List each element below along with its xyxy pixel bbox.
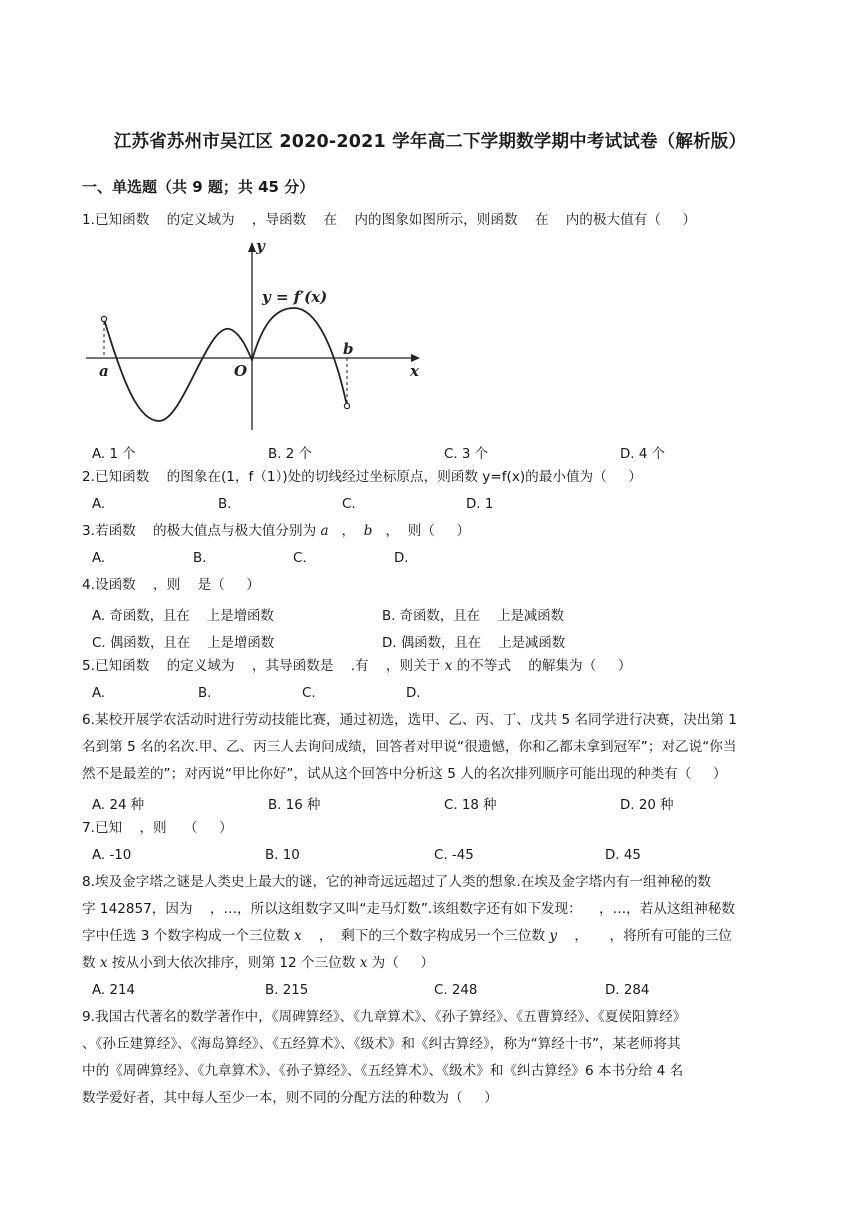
question-9-line-1: 9.我国古代著名的数学著作中，《周碑算经》、《九章算术》、《孙子算经》、《五曹算经》、《夏侯阳算经》 — [82, 1009, 687, 1025]
q5-option-a[interactable]: A. — [92, 686, 106, 701]
question-3-stem: 3.若函数 的极大值点与极大值分别为 a ， b ， 则（ ） — [82, 523, 471, 539]
q4-option-d[interactable]: D. 偶函数，且在 上是减函数 — [382, 636, 566, 651]
q8-option-b[interactable]: B. 215 — [265, 983, 309, 998]
q7-option-b[interactable]: B. 10 — [265, 848, 300, 863]
q2-option-d[interactable]: D. 1 — [466, 497, 494, 512]
question-2-stem: 2.已知函数 的图象在(1，f（1）)处的切线经过坐标原点，则函数 y=f(x)的最小值为（ ） — [82, 469, 642, 485]
section-heading: 一、单选题（共 9 题；共 45 分） — [82, 178, 315, 196]
question-6-line-3: 然不是最差的”；对丙说“甲比你好”，试从这个回答中分析这 5 人的名次排列顺序可能出现的种类有（ ） — [82, 766, 727, 782]
q8-option-c[interactable]: C. 248 — [434, 983, 478, 998]
question-7-stem: 7.已知 ，则 （ ） — [82, 820, 233, 836]
endpoint-b-marker — [344, 403, 349, 408]
label-b: b — [343, 340, 354, 358]
q6-option-b[interactable]: B. 16 种 — [268, 798, 321, 813]
q6-option-d[interactable]: D. 20 种 — [620, 798, 674, 813]
q1-option-a[interactable]: A. 1 个 — [92, 447, 136, 462]
q2-option-c[interactable]: C. — [342, 497, 356, 512]
q4-option-b[interactable]: B. 奇函数，且在 上是减函数 — [382, 609, 565, 624]
q5-option-c[interactable]: C. — [302, 686, 316, 701]
q1-option-c[interactable]: C. 3 个 — [444, 447, 489, 462]
question-9-line-2: 、《孙丘建算经》、《海岛算经》、《五经算术》、《级术》和《纠古算经》，称为“算经十书”，某老师将其 — [82, 1036, 681, 1052]
label-a: a — [99, 362, 109, 380]
q5-option-d[interactable]: D. — [406, 686, 421, 701]
q6-option-c[interactable]: C. 18 种 — [444, 798, 497, 813]
q6-option-a[interactable]: A. 24 种 — [92, 798, 145, 813]
question-6-line-1: 6.某校开展学农活动时进行劳动技能比赛，通过初选，选甲、乙、丙、丁、戊共 5 名同学进行决赛，决出第 1 — [82, 712, 737, 728]
q3-option-d[interactable]: D. — [394, 551, 409, 566]
q4-option-c[interactable]: C. 偶函数，且在 上是增函数 — [92, 636, 275, 651]
q8-option-a[interactable]: A. 214 — [92, 983, 135, 998]
q7-option-a[interactable]: A. -10 — [92, 848, 132, 863]
q1-option-b[interactable]: B. 2 个 — [268, 447, 312, 462]
question-5-stem: 5.已知函数 的定义域为 ，其导函数是 .有 ，则关于 x 的不等式 的解集为（ ） — [82, 658, 632, 674]
q8-option-d[interactable]: D. 284 — [605, 983, 650, 998]
label-origin: O — [234, 362, 248, 380]
label-y: y — [256, 237, 265, 255]
q3-option-a[interactable]: A. — [92, 551, 106, 566]
question-4-stem: 4.设函数 ，则 是（ ） — [82, 577, 260, 593]
derivative-curve — [104, 308, 347, 421]
q1-option-d[interactable]: D. 4 个 — [620, 447, 665, 462]
question-8-line-1: 8.埃及金字塔之谜是人类史上最大的谜，它的神奇远远超过了人类的想象.在埃及金字塔内有一组神秘的数 — [82, 874, 712, 890]
question-8-line-3: 字中任选 3 个数字构成一个三位数 x ， 剩下的三个数字构成另一个三位数 y ， ，将所有可能的三位 — [82, 928, 732, 944]
q7-option-c[interactable]: C. -45 — [434, 848, 474, 863]
question-6-line-2: 名到第 5 名的名次.甲、乙、丙三人去询问成绩，回答者对甲说“很遗憾，你和乙都未拿到冠军”；对乙说“你当 — [82, 739, 737, 755]
endpoint-a-marker — [101, 316, 106, 321]
label-x: x — [410, 362, 419, 380]
q7-option-d[interactable]: D. 45 — [605, 848, 641, 863]
q3-option-c[interactable]: C. — [293, 551, 307, 566]
question-9-line-3: 中的《周碑算经》、《九章算术》、《孙子算经》、《五经算术》、《级术》和《纠古算经》6 本书分给 4 名 — [82, 1063, 684, 1079]
question-8-line-4: 数 x 按从小到大依次排序，则第 12 个三位数 x 为（ ） — [82, 955, 435, 971]
function-label: y = f′(x) — [262, 288, 328, 306]
q5-option-b[interactable]: B. — [198, 686, 212, 701]
y-axis-arrow — [248, 242, 256, 252]
question-8-line-2: 字 142857，因为 ，…，所以这组数字又叫“走马灯数”.该组数字还有如下发现： ，…，若从这组神秘数 — [82, 901, 735, 917]
question-9-line-4: 数学爱好者，其中每人至少一本，则不同的分配方法的种数为（ ） — [82, 1090, 498, 1106]
q2-option-a[interactable]: A. — [92, 497, 106, 512]
page-title: 江苏省苏州市吴江区 2020-2021 学年高二下学期数学期中考试试卷（解析版） — [113, 132, 747, 152]
q4-option-a[interactable]: A. 奇函数，且在 上是增函数 — [92, 609, 274, 624]
question-1-stem: 1.已知函数 的定义域为 ，导函数 在 内的图象如图所示，则函数 在 内的极大值有（ ） — [82, 212, 697, 228]
x-axis-arrow — [411, 354, 420, 362]
derivative-graph — [84, 236, 429, 436]
q3-option-b[interactable]: B. — [193, 551, 207, 566]
q2-option-b[interactable]: B. — [218, 497, 232, 512]
